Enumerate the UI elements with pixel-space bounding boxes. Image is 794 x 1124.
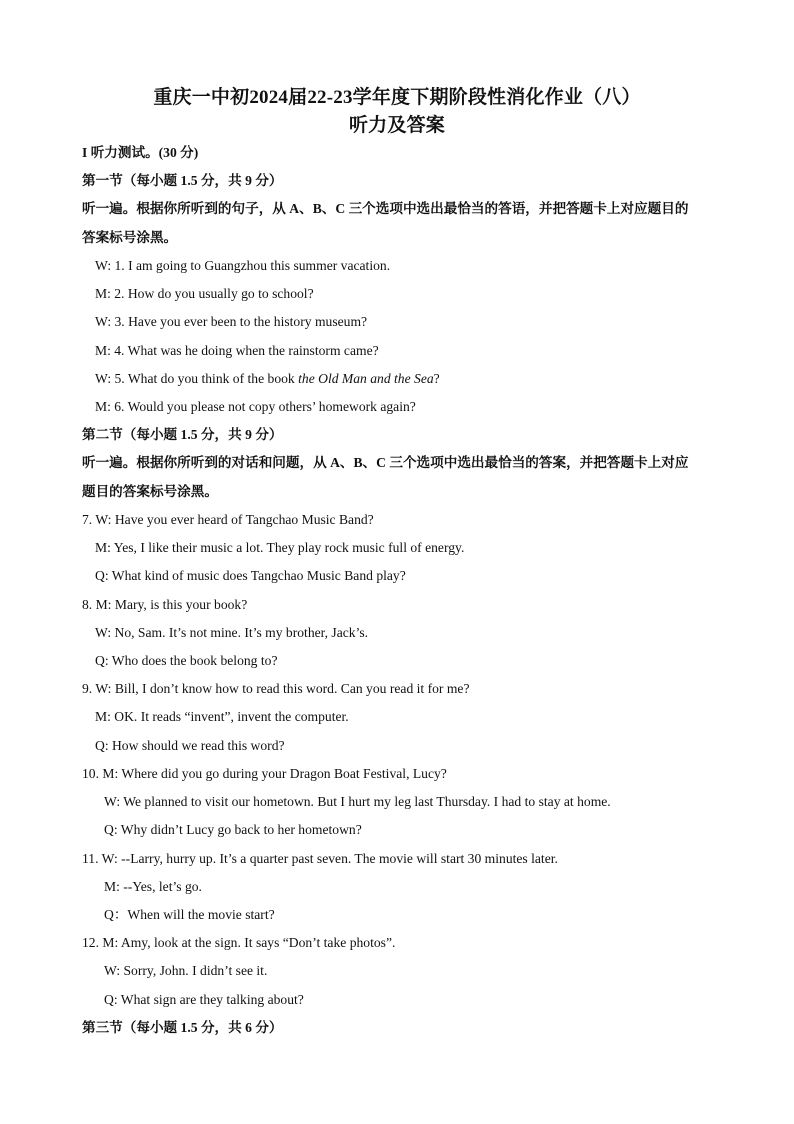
- dialog-12-line-1: 12. M: Amy, look at the sign. It says “Don’t take photos”.: [82, 935, 396, 950]
- dialog-12-line-2: W: Sorry, John. I didn’t see it.: [104, 963, 268, 978]
- section1-instruction-cont: 答案标号涂黑。: [82, 230, 178, 245]
- sentence-5-end: ?: [433, 371, 440, 386]
- document-title: 重庆一中初2024届22-23学年度下期阶段性消化作业（八）: [153, 87, 641, 108]
- dialog-9-line-1: 9. W: Bill, I don’t know how to read this word. Can you read it for me?: [82, 681, 470, 696]
- section2-instruction: 听一遍。根据你所听到的对话和问题，从 A、B、C 三个选项中选出最恰当的答案，并把答题卡上对应: [82, 455, 689, 470]
- book-title: the Old Man and the Sea: [298, 371, 434, 386]
- listening-sentence-4: M: 4. What was he doing when the rainstorm came?: [95, 343, 379, 358]
- section1-instruction: 听一遍。根据你所听到的句子，从 A、B、C 三个选项中选出最恰当的答语，并把答题卡上对应题目的: [82, 201, 689, 216]
- dialog-11-line-1: 11. W: --Larry, hurry up. It’s a quarter past seven. The movie will start 30 minutes later.: [82, 851, 558, 866]
- section2-instruction-cont: 题目的答案标号涂黑。: [82, 484, 218, 499]
- listening-sentence-3: W: 3. Have you ever been to the history museum?: [95, 314, 368, 329]
- listening-sentence-2: M: 2. How do you usually go to school?: [95, 286, 314, 301]
- dialog-8-line-1: 8. M: Mary, is this your book?: [82, 597, 248, 612]
- dialog-9-question: Q: How should we read this word?: [95, 738, 285, 753]
- dialog-7-line-2: M: Yes, I like their music a lot. They play rock music full of energy.: [95, 540, 465, 555]
- listening-sentence-6: M: 6. Would you please not copy others’ homework again?: [95, 399, 416, 414]
- dialog-11-line-2: M: --Yes, let’s go.: [104, 879, 202, 894]
- part1-heading: I 听力测试。(30 分): [82, 145, 199, 160]
- section2-heading: 第二节（每小题 1.5 分，共 9 分）: [82, 427, 283, 442]
- listening-sentence-1: W: 1. I am going to Guangzhou this summer vacation.: [95, 258, 391, 273]
- dialog-7-question: Q: What kind of music does Tangchao Music Band play?: [95, 568, 406, 583]
- section1-heading: 第一节（每小题 1.5 分，共 9 分）: [82, 173, 283, 188]
- listening-sentence-5: [95, 369, 440, 389]
- dialog-11-question: Q：When will the movie start?: [104, 907, 275, 922]
- document-subtitle: 听力及答案: [348, 115, 445, 136]
- dialog-8-question: Q: Who does the book belong to?: [95, 653, 278, 668]
- dialog-8-line-2: W: No, Sam. It’s not mine. It’s my brother, Jack’s.: [95, 625, 369, 640]
- dialog-10-line-2: W: We planned to visit our hometown. But I hurt my leg last Thursday. I had to stay at home.: [104, 794, 611, 809]
- dialog-10-question: Q: Why didn’t Lucy go back to her hometown?: [104, 822, 362, 837]
- dialog-10-line-1: 10. M: Where did you go during your Dragon Boat Festival, Lucy?: [82, 766, 447, 781]
- dialog-9-line-2: M: OK. It reads “invent”, invent the computer.: [95, 709, 349, 724]
- sentence-5-text: W: 5. What do you think of the book: [95, 371, 299, 386]
- dialog-12-question: Q: What sign are they talking about?: [104, 992, 304, 1007]
- section3-heading: 第三节（每小题 1.5 分，共 6 分）: [82, 1020, 283, 1035]
- dialog-7-line-1: 7. W: Have you ever heard of Tangchao Music Band?: [82, 512, 374, 527]
